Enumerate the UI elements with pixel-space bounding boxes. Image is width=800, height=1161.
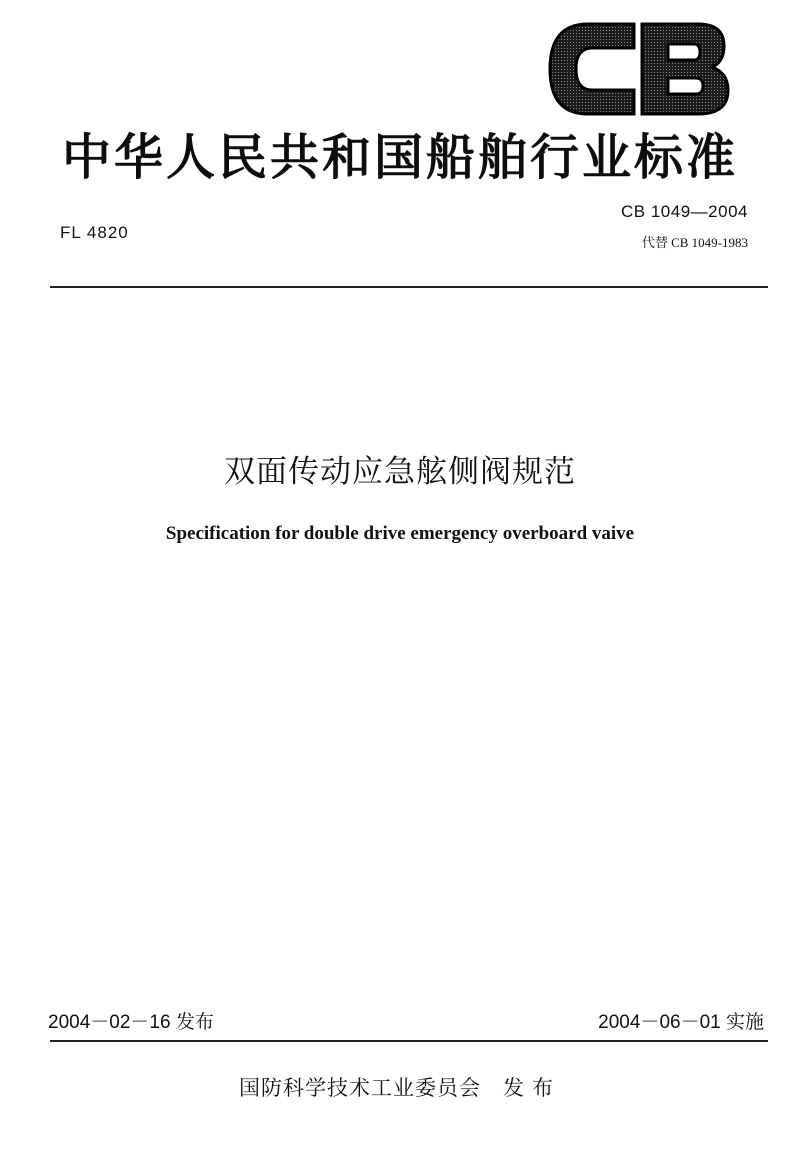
issue-date: 2004－02－16 发布	[48, 1012, 214, 1033]
logo-letter-c	[550, 24, 634, 114]
classification-code: FL 4820	[60, 223, 129, 242]
standard-number: CB 1049—2004	[621, 202, 748, 221]
replaces-standard: 代替 CB 1049-1983	[641, 235, 748, 250]
bottom-divider	[50, 1040, 768, 1042]
issuing-organization: 国防科学技术工业委员会	[239, 1076, 481, 1100]
logo-letter-b	[642, 24, 728, 114]
document-title-chinese: 双面传动应急舷侧阀规范	[224, 454, 576, 490]
issue-action: 发布	[503, 1076, 561, 1100]
implementation-date: 2004－06－01 实施	[598, 1012, 764, 1033]
issuer-line	[0, 1072, 800, 1102]
document-title-english: Specification for double drive emergency overboard vaive	[165, 523, 635, 544]
cb-logo	[548, 20, 730, 118]
standard-category-title: 中华人民共和国船舶行业标准	[61, 129, 738, 186]
top-divider	[50, 286, 768, 288]
